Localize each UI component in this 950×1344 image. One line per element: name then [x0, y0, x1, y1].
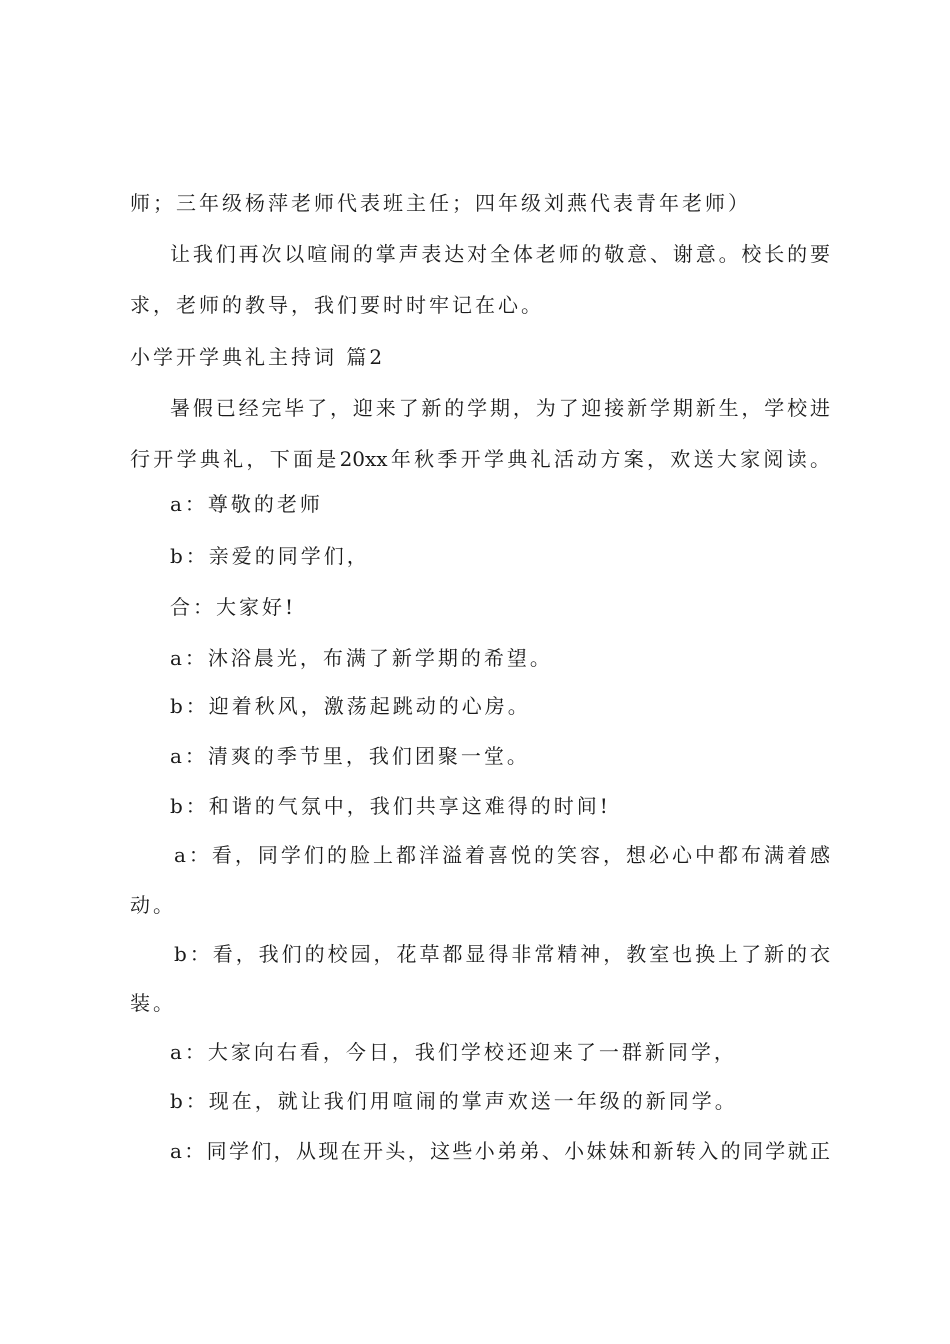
dialogue-line: a：大家向右看，今日，我们学校还迎来了一群新同学，: [170, 1040, 737, 1064]
dialogue-line: a：看，同学们的脸上都洋溢着喜悦的笑容，想必心中都布满着感: [174, 843, 830, 867]
dialogue-line: b：看，我们的校园，花草都显得非常精神，教室也换上了新的衣: [174, 942, 830, 966]
dialogue-line: 合：大家好!: [170, 595, 297, 619]
text-line: 行开学典礼，下面是20xx年秋季开学典礼活动方案，欢送大家阅读。: [130, 447, 830, 471]
dialogue-line: a：沐浴晨光，布满了新学期的希望。: [170, 646, 553, 670]
dialogue-line: b：和谐的气氛中，我们共享这难得的时间!: [170, 794, 611, 818]
dialogue-line: b：迎着秋风，激荡起跳动的心房。: [170, 694, 531, 718]
text-line: 师；三年级杨萍老师代表班主任；四年级刘燕代表青年老师）: [130, 191, 751, 215]
text-line: 求，老师的教导，我们要时时牢记在心。: [130, 293, 544, 317]
dialogue-line: b：现在，就让我们用喧闹的掌声欢送一年级的新同学。: [170, 1089, 738, 1113]
dialogue-line: a：清爽的季节里，我们团聚一堂。: [170, 744, 530, 768]
text-line: 暑假已经完毕了，迎来了新的学期，为了迎接新学期新生，学校进: [170, 396, 830, 420]
dialogue-line: a：尊敬的老师: [170, 492, 323, 516]
text-line: 动。: [130, 893, 176, 917]
dialogue-line: a：同学们，从现在开头，这些小弟弟、小妹妹和新转入的同学就正: [170, 1139, 830, 1163]
text-line: 让我们再次以喧闹的掌声表达对全体老师的敬意、谢意。校长的要: [170, 242, 830, 266]
section-heading: 小学开学典礼主持词 篇2: [130, 345, 386, 369]
text-line: 装。: [130, 991, 176, 1015]
dialogue-line: b：亲爱的同学们，: [170, 544, 370, 568]
